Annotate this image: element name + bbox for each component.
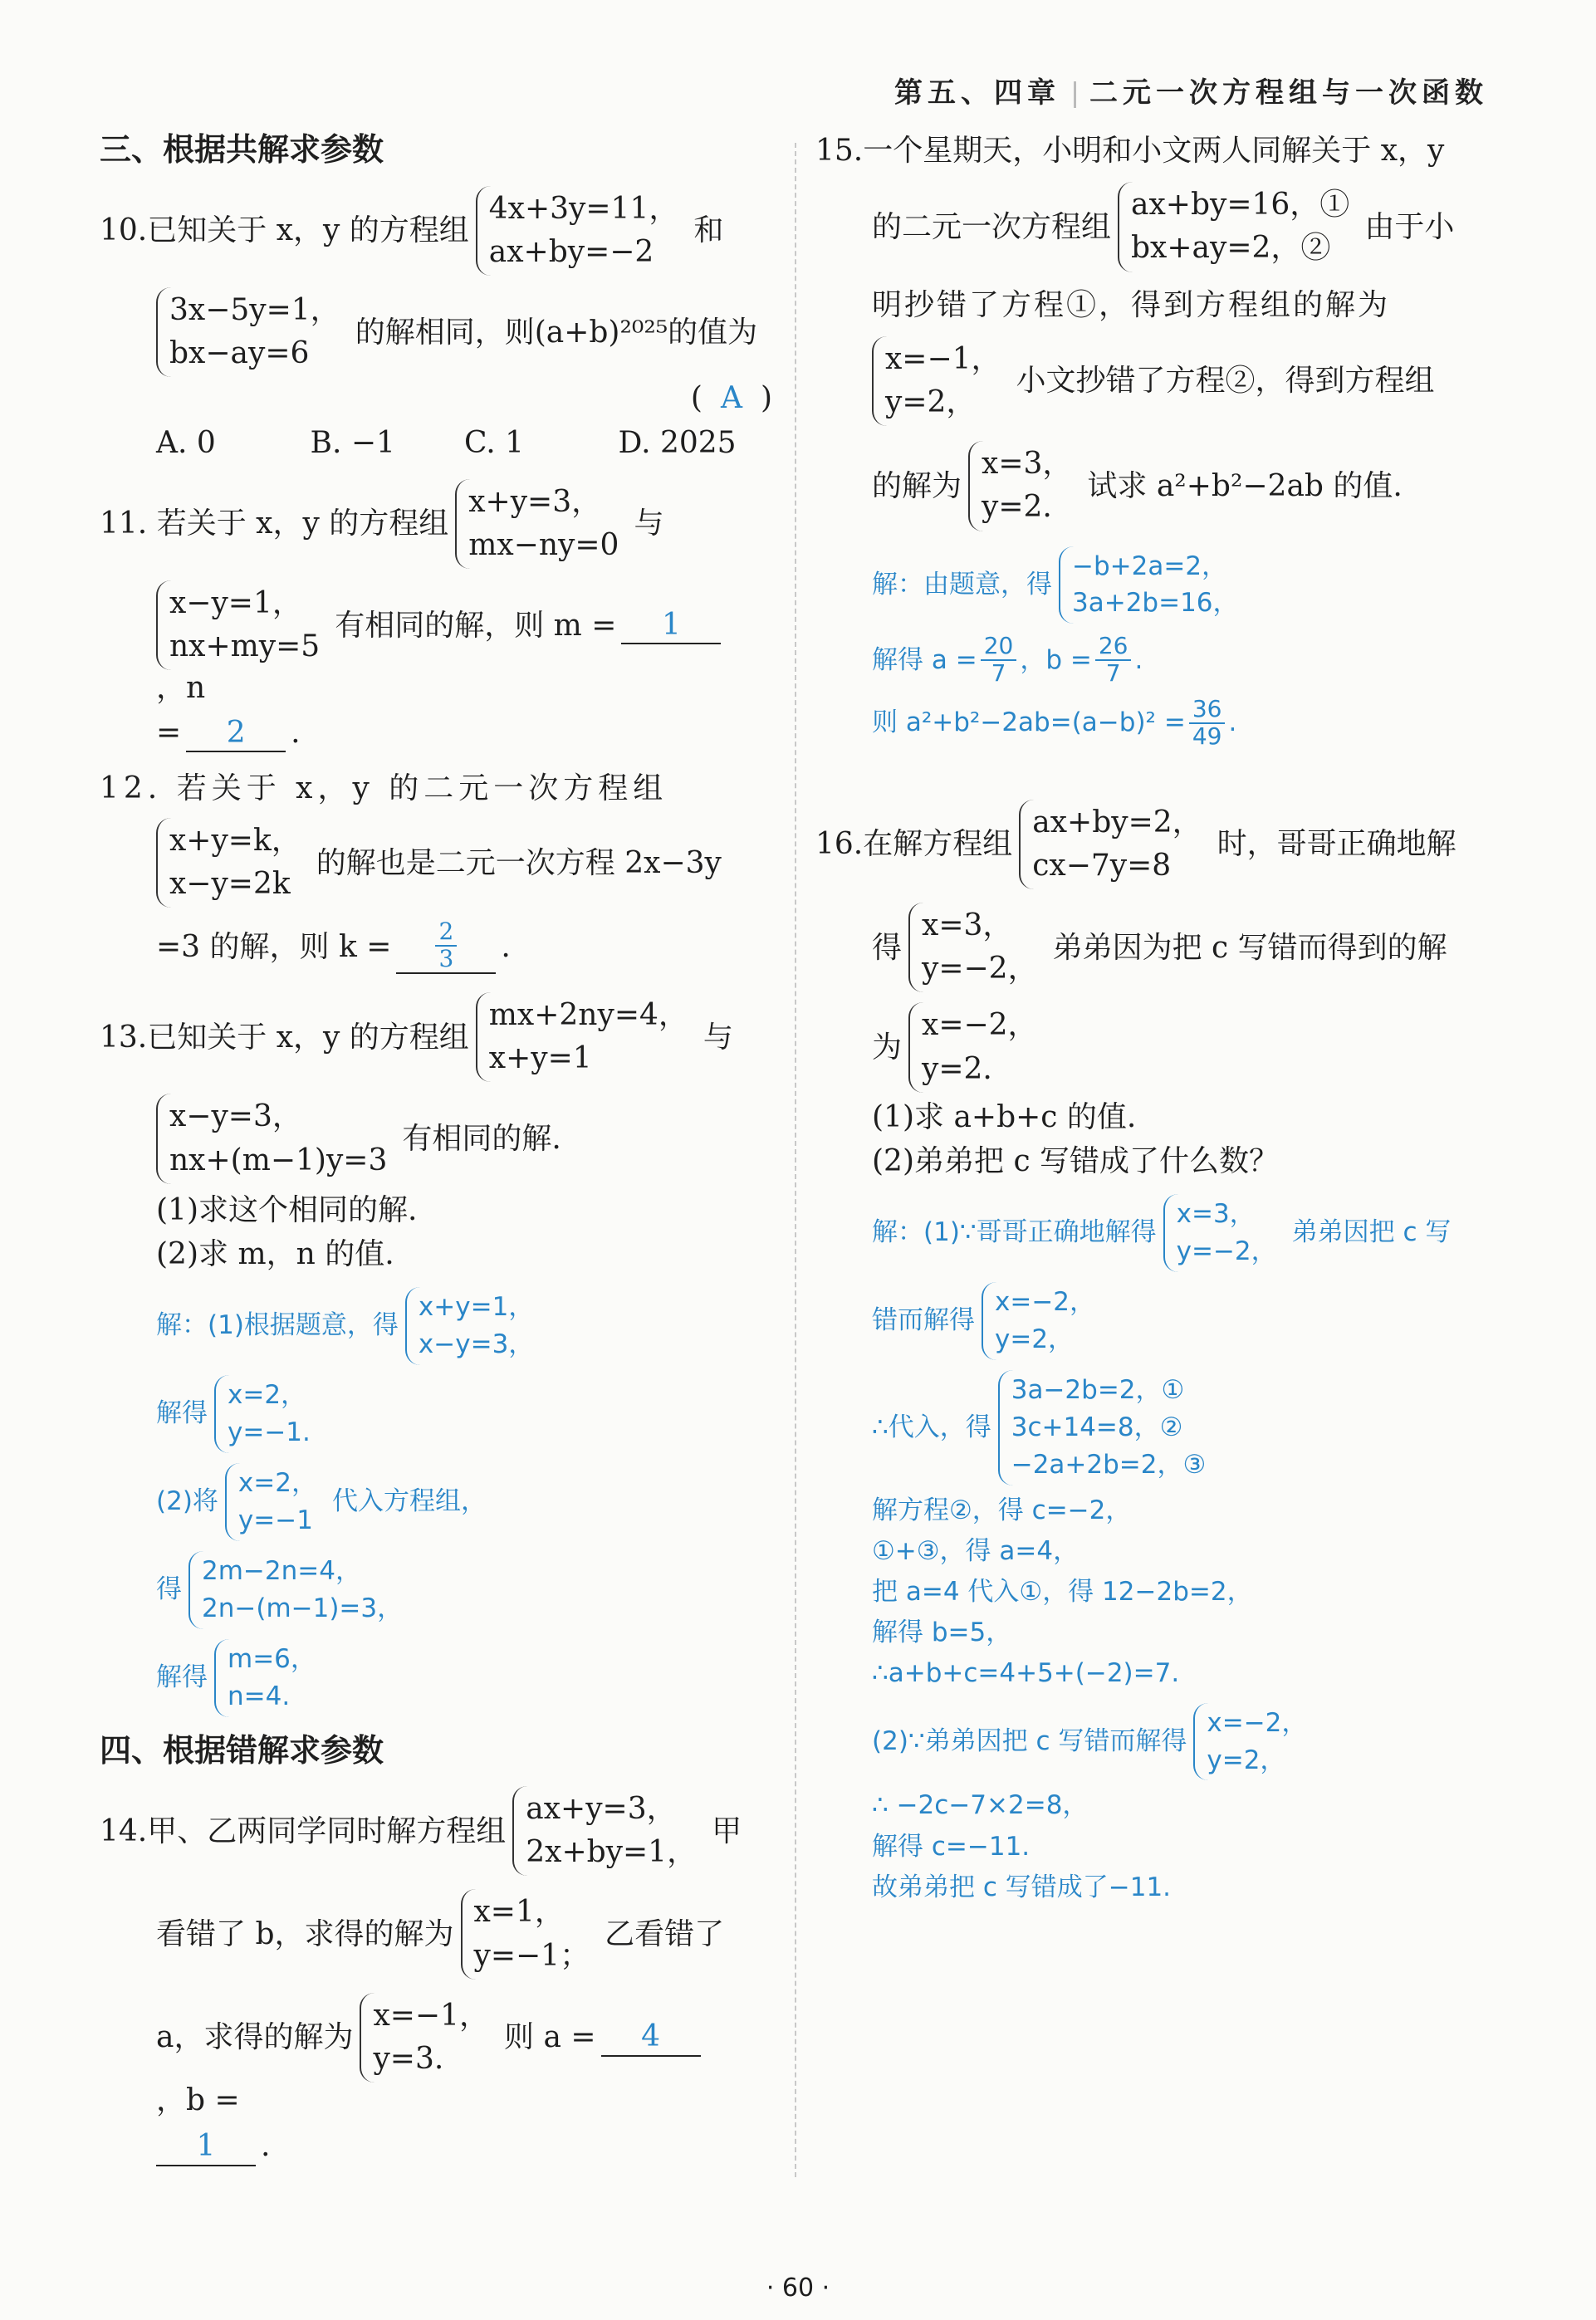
q13-tail: 有相同的解. — [402, 1121, 561, 1156]
left-column — [100, 125, 772, 2175]
q15-wen-solution: x=3， y=2. — [968, 441, 1080, 531]
q12-end: . — [501, 929, 511, 964]
q10-and: 和 — [693, 213, 724, 248]
question-11 — [100, 479, 772, 752]
q15-line-5-tail: 试求 a²+b²−2ab 的值. — [1087, 468, 1403, 503]
choice-d: D. 2025 — [618, 425, 737, 460]
q16-brother-solution: x=3， y=−2， — [908, 903, 1046, 992]
q11-and: 与 — [634, 507, 664, 541]
q15-line-3: 明抄错了方程①，得到方程组的解为 — [872, 287, 1391, 322]
q13-system-2: x−y=3， nx+(m−1)y=3 — [156, 1094, 395, 1183]
q16-part-1: (1)求 a+b+c 的值. — [872, 1099, 1137, 1134]
q16-line-2: 得 — [872, 930, 903, 965]
q16-line-1-tail: 时，哥哥正确地解 — [1217, 827, 1456, 862]
section-heading-4: 四、根据错解求参数 — [100, 1731, 384, 1769]
q12-intro: 12. 若关于 x，y 的二元一次方程组 — [100, 771, 668, 805]
q15-line-4-tail: 小文抄错了方程②，得到方程组 — [1016, 364, 1435, 399]
question-12 — [100, 771, 772, 974]
q16-line-1: 16.在解方程组 — [815, 827, 1013, 862]
q13-part-1: (1)求这个相同的解. — [156, 1192, 418, 1227]
q15-line-2: 的二元一次方程组 — [872, 209, 1112, 244]
q14-jia-solution: x=1， y=−1； — [461, 1889, 599, 1979]
q14-line-2: 看错了 b，求得的解为 — [156, 1917, 454, 1952]
q11-system-2: x−y=1， nx+my=5 — [156, 580, 328, 670]
q15-ming-solution: x=−1， y=2， — [872, 336, 1010, 426]
q13-and: 与 — [703, 1020, 733, 1055]
header-separator — [1074, 81, 1076, 108]
q10-choices — [100, 425, 772, 461]
q14-line-3-tail: 则 a = — [504, 2020, 596, 2055]
question-13 — [100, 992, 772, 1717]
q14-intro: 14.甲、乙两同学同时解方程组 — [100, 1813, 507, 1848]
question-16 — [815, 800, 1496, 1903]
column-divider — [795, 143, 796, 2177]
q14-jia: 甲 — [712, 1813, 742, 1848]
q10-system-2: 3x−5y=1， bx−ay=6 — [156, 287, 349, 377]
q12-tail2: =3 的解，则 k = — [156, 929, 392, 964]
q13-part-2: (2)求 m，n 的值. — [156, 1236, 394, 1271]
section-heading-3: 三、根据共解求参数 — [100, 131, 384, 168]
q14-yi-solution: x=−1， y=3. — [360, 1993, 497, 2083]
q12-k-answer: $\frac{2}{3}$ — [396, 919, 496, 974]
q14-system: ax+y=3， 2x+by=1， — [512, 1786, 705, 1876]
question-15 — [815, 133, 1496, 750]
chapter-label: 第五、四章 — [894, 76, 1060, 110]
q10-answer-paren: ( A ) — [690, 381, 772, 416]
page-number: · 60 · — [766, 2274, 830, 2303]
q14-b-label: ，b = — [156, 2083, 240, 2118]
q16-system: ax+by=2， cx−7y=8 — [1019, 800, 1210, 889]
q13-solution: 解：(1)根据题意，得 x+y=1， x−y=3， 解得 x=2， y=−1. (2)将 x=2， y=−1 代入方程组， 得 2m−2n=4， 2n−(m−1)=3， 解得 m=6， n=4. — [100, 1287, 772, 1716]
q16-part-2: (2)弟弟把 c 写错成了什么数？ — [872, 1143, 1280, 1178]
q14-line-2-tail: 乙看错了 — [605, 1917, 725, 1952]
q11-intro: 11. 若关于 x，y 的方程组 — [100, 507, 449, 541]
q10-system-1: 4x+3y=11， ax+by=−2 — [476, 186, 688, 276]
q16-line-2-tail: 弟弟因为把 c 写错而得到的解 — [1052, 930, 1447, 965]
q15-line-1: 15.一个星期天，小明和小文两人同解关于 x，y — [815, 134, 1445, 168]
q15-system: ax+by=16，① bx+ay=2，② — [1118, 182, 1358, 272]
q10-tail: 的解相同，则(a+b)²⁰²⁵的值为 — [355, 315, 758, 350]
running-header — [894, 70, 1488, 110]
q16-line-3: 为 — [872, 1030, 903, 1065]
q14-a-answer: 4 — [601, 2019, 701, 2056]
right-column — [815, 125, 1496, 1913]
choice-c: C. 1 — [464, 425, 525, 460]
q11-eq: = — [156, 715, 182, 750]
q11-mid: 有相同的解，则 m = — [335, 608, 617, 643]
q11-end: . — [291, 715, 301, 750]
q14-b-answer: 1 — [156, 2128, 256, 2166]
q15-solution: 解：由题意，得 −b+2a=2， 3a+2b=16， 解得 a = $\frac{20}{7}$ ，b = $\frac{26}{7}$ . 则 a²+b²−2ab=(a−b)² = $\frac{36}{49}$ . — [815, 546, 1496, 750]
q10-intro: 10.已知关于 x，y 的方程组 — [100, 213, 469, 248]
q13-system-1: mx+2ny=4， x+y=1 — [476, 992, 697, 1082]
q15-line-5: 的解为 — [872, 468, 962, 503]
q16-younger-solution: x=−2， y=2. — [908, 1002, 1046, 1092]
question-14 — [100, 1786, 772, 2166]
choice-b: B. −1 — [310, 425, 395, 460]
choice-a: A. 0 — [156, 425, 216, 460]
q11-n-label: ，n — [156, 671, 206, 706]
q11-system-1: x+y=3， mx−ny=0 — [455, 479, 627, 569]
chapter-topic: 二元一次方程组与一次函数 — [1089, 76, 1488, 110]
q14-end: . — [261, 2129, 271, 2164]
q11-n-answer: 2 — [186, 715, 286, 752]
q12-tail: 的解也是二元一次方程 2x−3y — [316, 845, 722, 880]
question-10 — [100, 186, 772, 461]
q16-solution: 解：(1)∵哥哥正确地解得 x=3， y=−2， 弟弟因把 c 写 错而解得 x=−2， y=2， ∴代入，得 3a−2b=2，① 3c+14=8，② −2a+2b=2，③ 解方程②，得 c=−2， ①+③，得 a=4， 把 a=4 代入①，得 12−2b=2， 解得 b=5， ∴a+b+c=4+5+(−2)=7. (2)∵弟弟因把 c 写错而解得 x=−2， y=2， ∴ −2c−7×2=8， 解得 c=−11. 故弟弟把 c 写错成了−11. — [815, 1194, 1496, 1903]
q15-line-2-tail: 由于小 — [1364, 209, 1455, 244]
q13-intro: 13.已知关于 x，y 的方程组 — [100, 1020, 469, 1055]
q12-system: x+y=k， x−y=2k — [156, 818, 310, 908]
q10-answer: A — [720, 381, 742, 416]
q14-line-3: a，求得的解为 — [156, 2020, 354, 2055]
q11-m-answer: 1 — [621, 607, 721, 644]
